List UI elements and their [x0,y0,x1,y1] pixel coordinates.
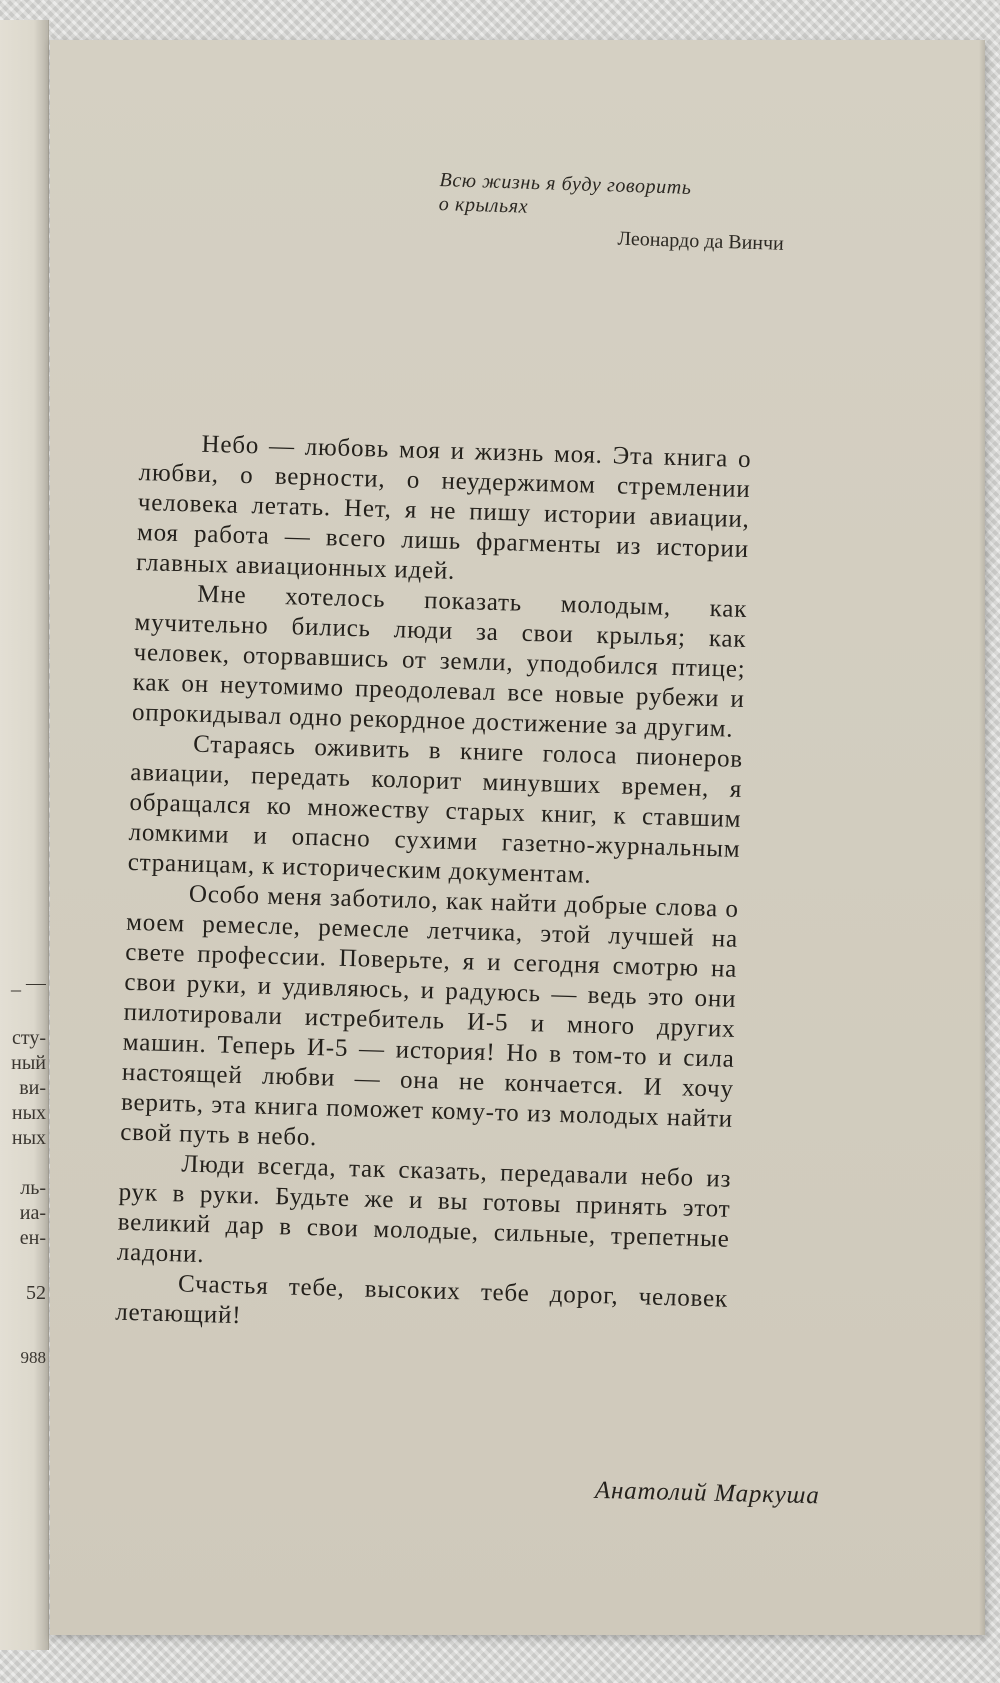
paragraph: Мне хотелось показать молодым, как мучительно бились люди за свои крылья; как человек, оторвавшись от земли, уподобился птице; как он неутомимо преодолевал все новые рубежи и опрокидывал одно рекордное достижение за другим. [131,580,748,743]
left-page-fragment: сту- [11,1027,46,1049]
left-page-fragment: ен- [19,1227,46,1249]
left-page-fragment: иа- [19,1202,46,1224]
epigraph-line-2: о крыльях [438,192,529,218]
left-page-fragment: ных [11,1102,46,1124]
left-page-fragment: ль- [20,1177,46,1199]
epigraph [438,168,800,257]
left-page-fragment: _ — [11,972,46,994]
left-page-fragment: 988 [20,1348,46,1367]
preface-body [115,428,752,1345]
epigraph-line-1: Всю жизнь я буду говорить [439,168,692,199]
paragraph: Счастья тебе, высоких тебе дорог, человек летающий! [114,1270,729,1330]
previous-page-edge [0,20,49,1650]
author-signature: Анатолий Маркуша [594,1476,820,1510]
book-page [50,40,985,1635]
left-page-fragment: ный [11,1052,46,1074]
left-page-fragment: 52 [26,1282,46,1304]
paragraph: Люди всегда, так сказать, передавали небо из рук в руки. Будьте же и вы готовы принять этот великий дар в свои молодые, сильные, трепетные ладони. [116,1150,732,1269]
left-page-fragment: ви- [19,1077,46,1099]
paragraph: Особо меня заботило, как найти добрые слова о моем ремесле, ремесле летчика, этой лучшей на свете профессии. Поверьте, я и сегодня смотрю на свои руки, и удивляюсь, и радуюсь — ведь это они пилотировали истребитель И-5 и много других машин. Теперь И-5 — история! Но в том-то и сила настоящей любви — она не кончается. И хочу верить, эта книга поможет кому-то из молодых найти свой путь в небо. [119,880,740,1152]
paragraph: Небо — любовь моя и жизнь моя. Эта книга о любви, о верности, о неудержимом стремлении человека летать. Нет, я не пишу истории авиации, моя работа — всего лишь фрагменты из истории главных авиационных идей. [135,430,752,585]
epigraph-author: Леонардо да Винчи [617,227,785,255]
paragraph: Стараясь оживить в книге голоса пионеров авиации, передать колорит минувших времен, я обращался ко множеству старых книг, к ставшим ломкими и опасно сухими газетно-журнальным страницам, к историческим документам. [127,730,744,889]
left-page-fragment: ных [11,1127,46,1149]
